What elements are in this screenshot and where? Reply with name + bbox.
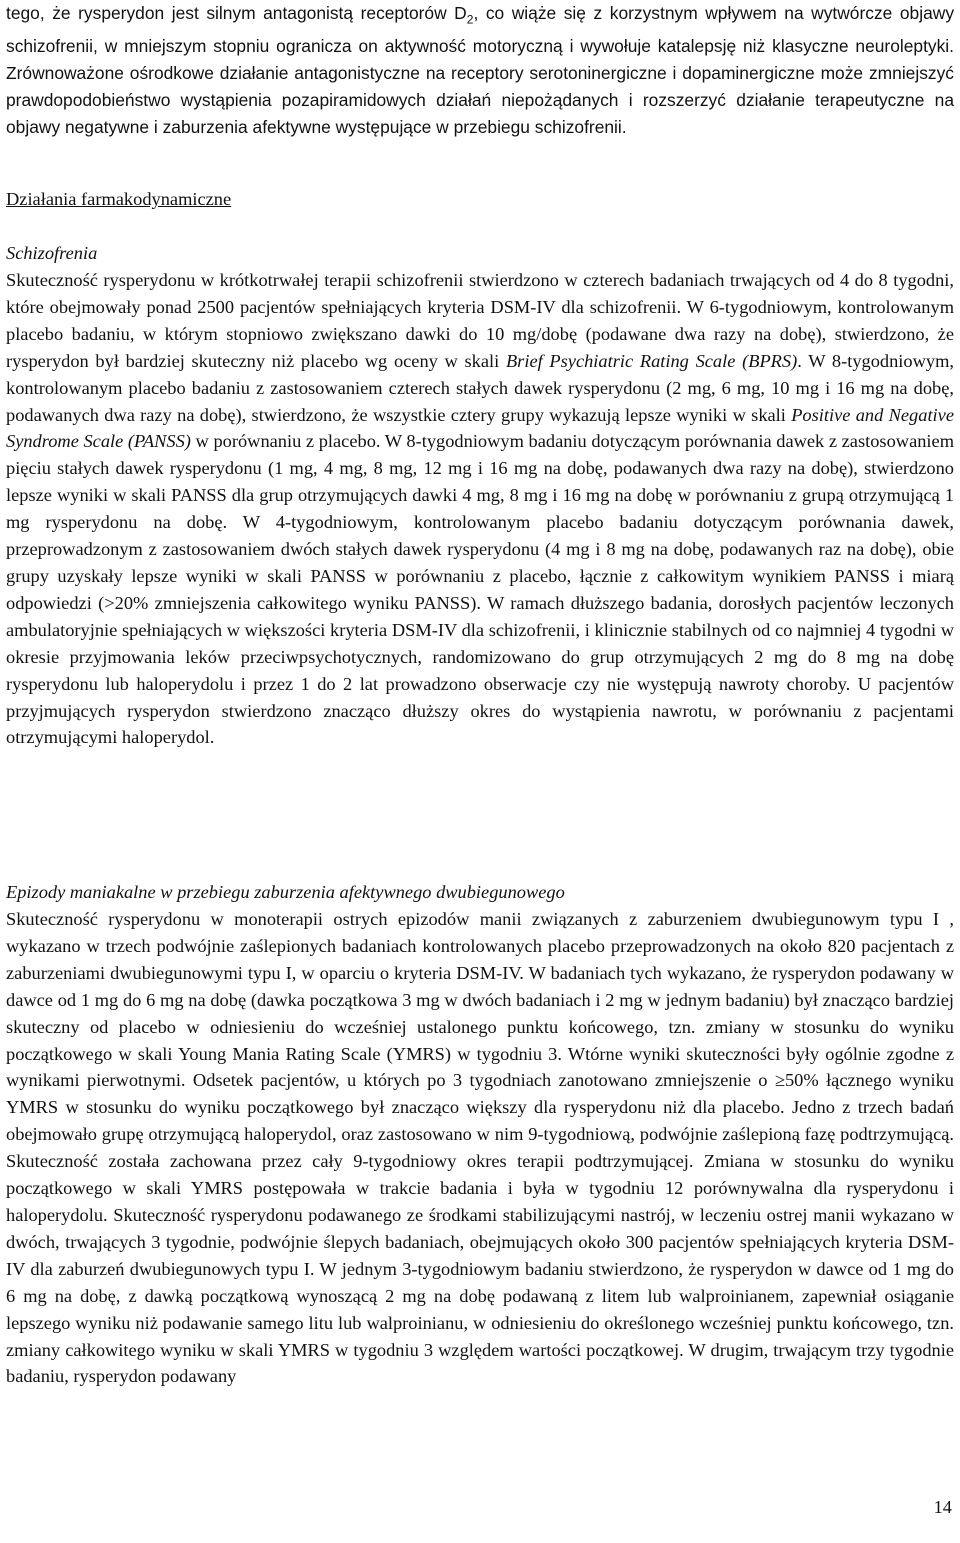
bprs-scale-name: Brief Psychiatric Rating Scale (BPRS)	[505, 350, 798, 371]
page-number: 14	[933, 1497, 952, 1517]
subsection-heading-schizofrenia: Schizofrenia	[6, 243, 98, 263]
schizofrenia-text-1: Skuteczność rysperydonu w krótkotrwałej terapii schizofrenii stwierdzono w czterech badaniach trwających od 4 do 8 tygodni, które obejmowały ponad 2500 pacjentów spełniających kryteria DSM-IV dla schizofrenii. W 6-tygodniowym, kontrolowanym placebo badaniu, w którym stopniowo zwiększano dawki do 10 mg/dobę (podawane dwa razy na dobę), stwierdzono, że rysperydon był bardziej skuteczny niż placebo wg oceny w skali	[6, 270, 954, 371]
subsection-heading-mania: Epizody maniakalne w przebiegu zaburzenia afektywnego dwubiegunowego	[6, 882, 565, 902]
schizofrenia-text-2: . W 8-tygodniowym, kontrolowanym placebo badaniu z zastosowaniem czterech stałych dawek rysperydonu (2 mg, 6 mg, 10 mg i 16 mg na dobę, podawanych dwa razy na dobę), stwierdzono, że wszystkie cztery grupy wykazują lepsze wyniki w skali	[6, 350, 954, 425]
intro-text-start: tego, że rysperydon jest silnym antagonistą receptorów D	[6, 3, 467, 23]
mania-paragraph	[6, 906, 954, 1390]
section-heading: Działania farmakodynamiczne	[6, 189, 232, 209]
intro-paragraph	[6, 0, 954, 141]
panss-scale-name: Positive and Negative Syndrome Scale (PANSS)	[6, 404, 954, 452]
schizofrenia-paragraph	[6, 267, 954, 751]
schizofrenia-text-3: w porównaniu z placebo. W 8-tygodniowym badaniu dotyczącym porównania dawek z zastosowaniem pięciu stałych dawek rysperydonu (1 mg, 4 mg, 8 mg, 12 mg i 16 mg na dobę, podawanych dwa razy na dobę), stwierdzono lepsze wyniki w skali PANSS dla grup otrzymujących dawki 4 mg, 8 mg i 16 mg na dobę w porównaniu z grupą otrzymującą 1 mg rysperydonu na dobę. W 4-tygodniowym, kontrolowanym placebo badaniu dotyczącym porównania dawek, przeprowadzonym z zastosowaniem dwóch stałych dawek rysperydonu (4 mg i 8 mg na dobę, podawanych raz na dobę), obie grupy uzyskały lepsze wyniki w skali PANSS w porównaniu z placebo, łącznie z całkowitym wynikiem PANSS i miarą odpowiedzi (>20% zmniejszenia całkowitego wyniku PANSS). W ramach dłuższego badania, dorosłych pacjentów leczonych ambulatoryjnie spełniających w większości kryteria DSM-IV dla schizofrenii, i klinicznie stabilnych od co najmniej 4 tygodni w okresie przyjmowania leków przeciwpsychotycznych, randomizowano do grup otrzymujących 2 mg do 8 mg na dobę rysperydonu lub haloperydolu i przez 1 do 2 lat prowadzono obserwacje czy nie występują nawroty choroby. U pacjentów przyjmujących rysperydon stwierdzono znacząco dłuższy okres do wystąpienia nawrotu, w porównaniu z pacjentami otrzymującymi haloperydol.	[6, 431, 955, 748]
subscript-2: 2	[466, 12, 474, 27]
mania-text: Skuteczność rysperydonu w monoterapii ostrych epizodów manii związanych z zaburzeniem dwubiegunowym typu I , wykazano w trzech podwójnie zaślepionych badaniach kontrolowanych placebo przeprowadzonych na około 820 pacjentach z zaburzeniami dwubiegunowymi typu I, w oparciu o kryteria DSM-IV. W badaniach tych wykazano, że rysperydon podawany w dawce od 1 mg do 6 mg na dobę (dawka początkowa 3 mg w dwóch badaniach i 2 mg w jednym badaniu) był znacząco bardziej skuteczny od placebo w odniesieniu do wcześniej ustalonego punktu końcowego, tzn. zmiany w stosunku do wyniku początkowego w skali Young Mania Rating Scale (YMRS) w tygodniu 3. Wtórne wyniki skuteczności były ogólnie zgodne z wynikami pierwotnymi. Odsetek pacjentów, u których po 3 tygodniach zanotowano zmniejszenie o ≥50% łącznego wyniku YMRS w stosunku do wyniku początkowego był znacząco większy dla rysperydonu niż dla placebo. Jedno z trzech badań obejmowało grupę otrzymującą haloperydol, oraz zastosowano w nim 9-tygodniową, podwójnie zaślepioną fazę podtrzymującą. Skuteczność została zachowana przez cały 9-tygodniowy okres terapii podtrzymującej. Zmiana w stosunku do wyniku początkowego w skali YMRS postępowała w trakcie badania i była w tygodniu 12 porównywalna dla rysperydonu i haloperydolu. Skuteczność rysperydonu podawanego ze środkami stabilizującymi nastrój, w leczeniu ostrej manii wykazano w dwóch, trwających 3 tygodnie, podwójnie ślepych badaniach, obejmujących około 300 pacjentów spełniających kryteria DSM-IV dla zaburzeń dwubiegunowych typu I. W jednym 3-tygodniowym badaniu stwierdzono, że rysperydon w dawce od 1 mg do 6 mg na dobę, z dawką początkową wynoszącą 2 mg na dobę podawaną z litem lub walproinianem, zapewniał osiąganie lepszego wyniku niż podawanie samego litu lub walproinianu, w odniesieniu do określonego wcześniej punktu końcowego, tzn. zmiany całkowitego wyniku w skali YMRS w tygodniu 3 względem wartości początkowej. W drugim, trwającym trzy tygodnie badaniu, rysperydon podawany	[6, 909, 954, 1387]
intro-text-rest: , co wiąże się z korzystnym wpływem na wytwórcze objawy schizofrenii, w mniejszym stopniu ogranicza on aktywność motoryczną i wywołuje katalepsję niż klasyczne neuroleptyki. Zrównoważone ośrodkowe działanie antagonistyczne na receptory serotoninergiczne i dopaminergiczne może zmniejszyć prawdopodobieństwo wystąpienia pozapiramidowych działań niepożądanych i rozszerzyć działanie terapeutyczne na objawy negatywne i zaburzenia afektywne występujące w przebiegu schizofrenii.	[6, 3, 955, 138]
